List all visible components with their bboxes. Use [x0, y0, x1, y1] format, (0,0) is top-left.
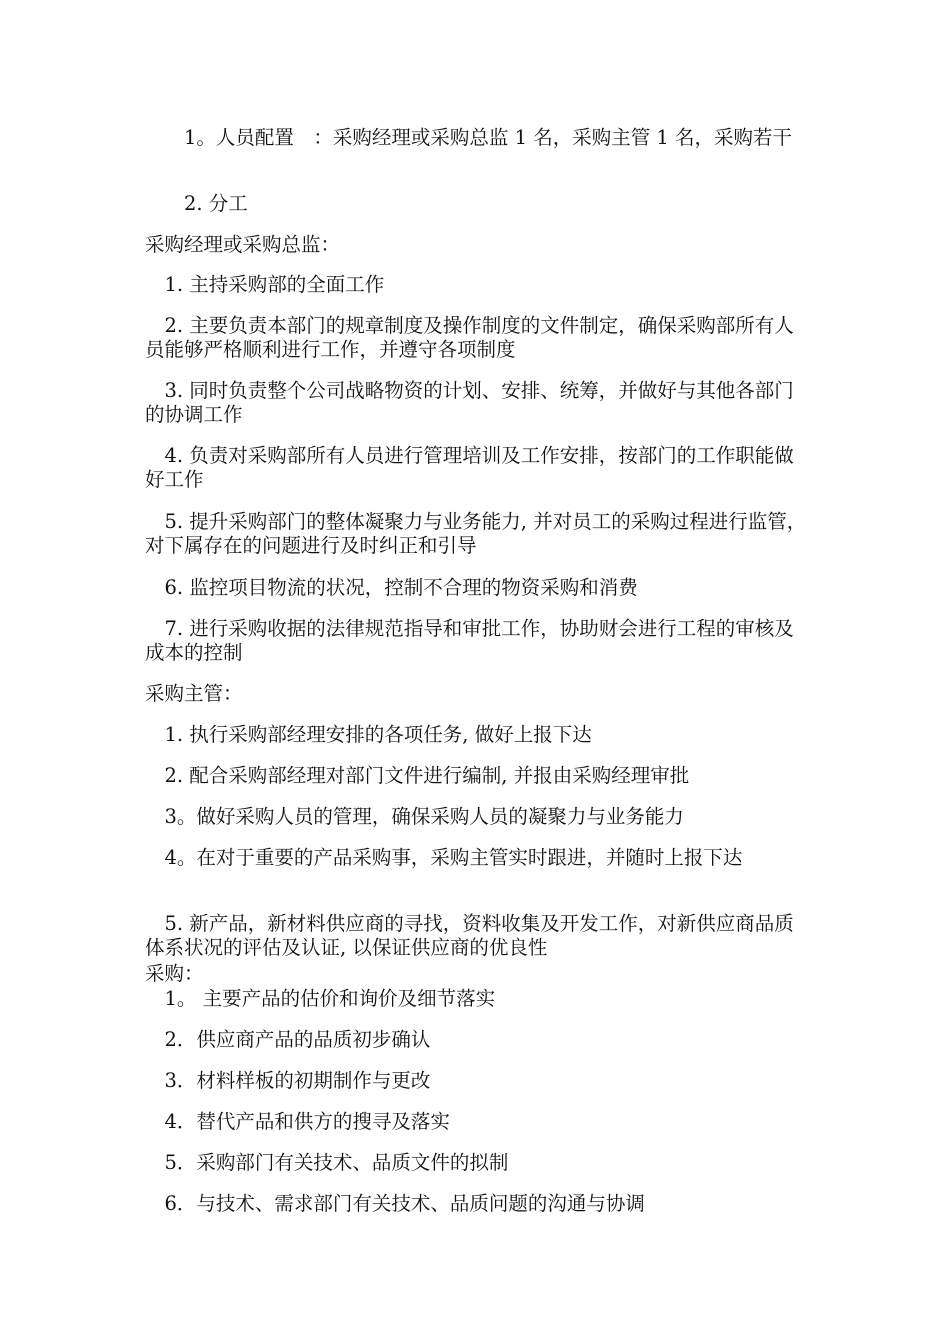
list-item: 6．与技术、需求部门有关技术、品质问题的沟通与协调	[145, 1192, 645, 1215]
list-item: 4．替代产品和供方的搜寻及落实	[145, 1110, 450, 1133]
list-item: 1. 执行采购部经理安排的各项任务, 做好上报下达	[145, 723, 592, 746]
list-item: 1。 主要产品的估价和询价及细节落实	[145, 987, 496, 1010]
list-item: 6. 监控项目物流的状况，控制不合理的物资采购和消费	[145, 576, 638, 599]
list-item: 7. 进行采购收据的法律规范指导和审批工作，协助财会进行工程的审核及成本的控制	[145, 617, 794, 664]
list-item: 2. 配合采购部经理对部门文件进行编制, 并报由采购经理审批	[145, 764, 690, 787]
list-item: 3．材料样板的初期制作与更改	[145, 1069, 431, 1092]
list-item: 2．供应商产品的品质初步确认	[145, 1028, 431, 1051]
list-item: 2. 主要负责本部门的规章制度及操作制度的文件制定，确保采购部所有人员能够严格顺利进行工作，并遵守各项制度	[145, 314, 794, 361]
list-item: 5. 提升采购部门的整体凝聚力与业务能力, 并对员工的采购过程进行监管，对下属存在的问题进行及时纠正和引导	[145, 510, 807, 557]
list-item: 1. 主持采购部的全面工作	[145, 273, 385, 296]
list-item: 3。做好采购人员的管理，确保采购人员的凝聚力与业务能力	[145, 805, 684, 828]
list-item: 5. 新产品，新材料供应商的寻找，资料收集及开发工作，对新供应商品质体系状况的评估及认证, 以保证供应商的优良性	[145, 912, 794, 959]
list-item: 3. 同时负责整个公司战略物资的计划、安排、统筹，并做好与其他各部门的协调工作	[145, 379, 794, 426]
paragraph-division-heading: 2. 分工	[145, 192, 248, 215]
list-item: 4. 负责对采购部所有人员进行管理培训及工作安排，按部门的工作职能做好工作	[145, 444, 794, 491]
heading-purchaser: 采购：	[145, 962, 204, 985]
paragraph-staffing: 1。人员配置 ：采购经理或采购总监 1 名，采购主管 1 名，采购若干	[145, 126, 793, 149]
list-item: 4。在对于重要的产品采购事，采购主管实时跟进，并随时上报下达	[145, 846, 743, 869]
heading-purchasing-manager: 采购经理或采购总监：	[145, 233, 341, 256]
heading-purchasing-supervisor: 采购主管：	[145, 682, 243, 705]
list-item: 5．采购部门有关技术、品质文件的拟制	[145, 1151, 509, 1174]
